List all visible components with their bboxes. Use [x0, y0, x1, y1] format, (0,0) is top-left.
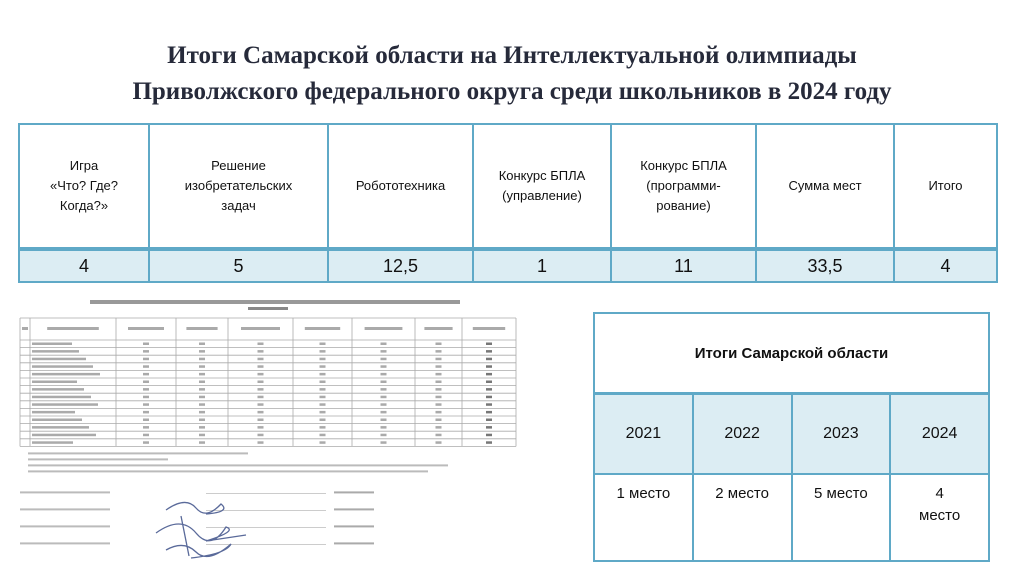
scan-cell-text	[381, 396, 387, 399]
scan-cell-text	[199, 381, 205, 384]
scan-cell-text	[32, 350, 79, 353]
scan-cell-text	[258, 373, 264, 376]
scan-cell-text	[486, 434, 492, 437]
years-row	[594, 394, 989, 475]
scan-note-text	[28, 470, 428, 472]
header-cell: Конкурс БПЛА (управление)	[473, 124, 611, 249]
scan-cell-text	[143, 396, 149, 399]
scan-cell-text	[436, 358, 442, 361]
scan-cell-text	[199, 388, 205, 391]
value-cell: 11	[611, 249, 756, 282]
scan-cell-text	[199, 403, 205, 406]
scan-cell-text	[32, 434, 96, 437]
scan-cell-text	[320, 358, 326, 361]
scan-header-text	[473, 327, 505, 330]
value-cell: 4	[894, 249, 997, 282]
scan-cell-text	[32, 381, 77, 384]
summary-table	[593, 312, 990, 562]
scan-cell-text	[258, 426, 264, 429]
scan-cell-text	[320, 343, 326, 346]
scan-cell-text	[32, 403, 98, 406]
scan-signature-label	[20, 542, 110, 544]
scan-cell-text	[436, 381, 442, 384]
scan-cell-text	[143, 434, 149, 437]
signature-scribble	[166, 502, 224, 514]
scan-signature-label	[20, 491, 110, 493]
slide-title-line-2: Приволжского федерального округа среди школьников в 2024 году	[132, 78, 892, 105]
scan-cell-text	[258, 434, 264, 437]
scan-header-text	[128, 327, 164, 330]
signature-scribble	[166, 544, 231, 558]
scan-cell-text	[199, 434, 205, 437]
scan-cell-text	[143, 358, 149, 361]
scan-note-text	[28, 458, 168, 460]
scan-cell-text	[381, 411, 387, 414]
scan-cell-text	[381, 426, 387, 429]
scan-cell-text	[486, 441, 492, 444]
scan-signature-label	[20, 525, 110, 527]
scan-cell-text	[486, 358, 492, 361]
header-cell: Робототехника	[328, 124, 473, 249]
scan-cell-text	[199, 358, 205, 361]
scan-cell-text	[436, 373, 442, 376]
scan-cell-text	[486, 343, 492, 346]
scan-cell-text	[486, 388, 492, 391]
scan-cell-text	[436, 388, 442, 391]
scan-cell-text	[436, 350, 442, 353]
scan-cell-text	[199, 343, 205, 346]
scan-cell-text	[143, 365, 149, 368]
results-table	[18, 123, 998, 283]
scan-cell-text	[381, 441, 387, 444]
scan-cell-text	[258, 381, 264, 384]
scan-cell-text	[381, 365, 387, 368]
scan-cell-text	[258, 343, 264, 346]
place-cell: 5 место	[792, 474, 891, 561]
value-cell: 1	[473, 249, 611, 282]
scan-cell-text	[486, 403, 492, 406]
scan-cell-text	[436, 411, 442, 414]
scan-cell-text	[143, 343, 149, 346]
scan-header-text	[47, 327, 99, 330]
scan-cell-text	[258, 419, 264, 422]
scan-cell-text	[32, 343, 72, 346]
value-cell: 33,5	[756, 249, 894, 282]
scan-cell-text	[436, 441, 442, 444]
scan-heading-line	[90, 300, 460, 304]
value-cell: 4	[19, 249, 149, 282]
scan-cell-text	[32, 388, 84, 391]
scan-cell-text	[320, 426, 326, 429]
scan-cell-text	[32, 373, 100, 376]
scan-cell-text	[199, 441, 205, 444]
scan-cell-text	[143, 419, 149, 422]
scan-cell-text	[486, 381, 492, 384]
scan-cell-text	[258, 350, 264, 353]
scan-cell-text	[486, 419, 492, 422]
slide-title	[0, 38, 1024, 110]
signature-scribble	[181, 516, 189, 556]
place-cell: 4 место	[890, 474, 989, 561]
scan-cell-text	[258, 358, 264, 361]
scan-note-text	[28, 452, 248, 454]
scan-cell-text	[320, 434, 326, 437]
scan-header-text	[305, 327, 340, 330]
scan-cell-text	[381, 350, 387, 353]
scan-cell-text	[436, 343, 442, 346]
value-cell: 12,5	[328, 249, 473, 282]
header-cell: Итого	[894, 124, 997, 249]
scan-cell-text	[381, 381, 387, 384]
header-cell: Игра «Что? Где? Когда?»	[19, 124, 149, 249]
scan-cell-text	[143, 373, 149, 376]
scan-header-text	[241, 327, 280, 330]
scan-signature-name	[334, 508, 374, 510]
summary-caption: Итоги Самарской области	[594, 313, 989, 394]
scan-cell-text	[381, 434, 387, 437]
header-cell: Решение изобретательских задач	[149, 124, 328, 249]
value-cell: 5	[149, 249, 328, 282]
scan-cell-text	[486, 350, 492, 353]
scan-cell-text	[143, 441, 149, 444]
scan-cell-text	[320, 381, 326, 384]
scan-signature-name	[334, 525, 374, 527]
scanned-protocol-image	[16, 288, 536, 568]
results-value-row	[19, 249, 997, 282]
scan-cell-text	[32, 426, 89, 429]
scan-cell-text	[199, 365, 205, 368]
scan-cell-text	[486, 426, 492, 429]
scan-cell-text	[381, 388, 387, 391]
scan-cell-text	[436, 419, 442, 422]
scan-cell-text	[381, 373, 387, 376]
scan-cell-text	[32, 396, 91, 399]
scan-signature-label	[20, 508, 110, 510]
scan-cell-text	[486, 365, 492, 368]
scan-cell-text	[486, 373, 492, 376]
header-cell: Сумма мест	[756, 124, 894, 249]
scan-cell-text	[32, 441, 73, 444]
places-row	[594, 474, 989, 561]
scan-cell-text	[258, 441, 264, 444]
year-cell: 2021	[594, 394, 693, 475]
scan-note-text	[28, 464, 448, 466]
scan-header-text	[424, 327, 452, 330]
year-cell: 2024	[890, 394, 989, 475]
scan-cell-text	[320, 350, 326, 353]
scan-cell-text	[436, 396, 442, 399]
scan-header-text	[186, 327, 217, 330]
scan-cell-text	[32, 358, 86, 361]
scan-cell-text	[486, 411, 492, 414]
scan-cell-text	[436, 434, 442, 437]
scan-cell-text	[320, 388, 326, 391]
scan-cell-text	[199, 419, 205, 422]
year-cell: 2023	[792, 394, 891, 475]
scan-subheading-line	[248, 307, 288, 310]
scan-cell-text	[143, 403, 149, 406]
place-cell: 2 место	[693, 474, 792, 561]
results-header-row	[19, 124, 997, 249]
scan-cell-text	[436, 403, 442, 406]
scan-cell-text	[320, 373, 326, 376]
scan-signature-name	[334, 542, 374, 544]
scan-cell-text	[258, 411, 264, 414]
scan-cell-text	[199, 373, 205, 376]
signature-scribble	[156, 524, 246, 541]
scan-cell-text	[199, 426, 205, 429]
scan-cell-text	[143, 350, 149, 353]
scan-cell-text	[320, 411, 326, 414]
scan-header-text	[365, 327, 403, 330]
scan-cell-text	[143, 411, 149, 414]
scan-cell-text	[32, 365, 93, 368]
scan-cell-text	[199, 411, 205, 414]
scan-cell-text	[320, 396, 326, 399]
scan-cell-text	[258, 365, 264, 368]
scan-cell-text	[258, 396, 264, 399]
scan-cell-text	[258, 403, 264, 406]
scan-cell-text	[320, 441, 326, 444]
scan-cell-text	[381, 403, 387, 406]
slide-title-line-1: Итоги Самарской области на Интеллектуальной олимпиады	[167, 42, 857, 69]
scan-cell-text	[32, 419, 82, 422]
scan-cell-text	[143, 388, 149, 391]
scan-cell-text	[199, 396, 205, 399]
scan-header-text	[22, 327, 28, 330]
place-cell: 1 место	[594, 474, 693, 561]
scan-cell-text	[320, 419, 326, 422]
scan-cell-text	[258, 388, 264, 391]
header-cell: Конкурс БПЛА (программи- рование)	[611, 124, 756, 249]
scan-cell-text	[143, 381, 149, 384]
scan-cell-text	[199, 350, 205, 353]
scan-cell-text	[381, 419, 387, 422]
scan-cell-text	[32, 411, 75, 414]
year-cell: 2022	[693, 394, 792, 475]
scan-cell-text	[320, 403, 326, 406]
scan-cell-text	[436, 365, 442, 368]
scan-cell-text	[486, 396, 492, 399]
scan-signature-name	[334, 491, 374, 493]
scan-cell-text	[143, 426, 149, 429]
scan-cell-text	[381, 358, 387, 361]
scan-cell-text	[320, 365, 326, 368]
scan-cell-text	[381, 343, 387, 346]
scan-cell-text	[436, 426, 442, 429]
